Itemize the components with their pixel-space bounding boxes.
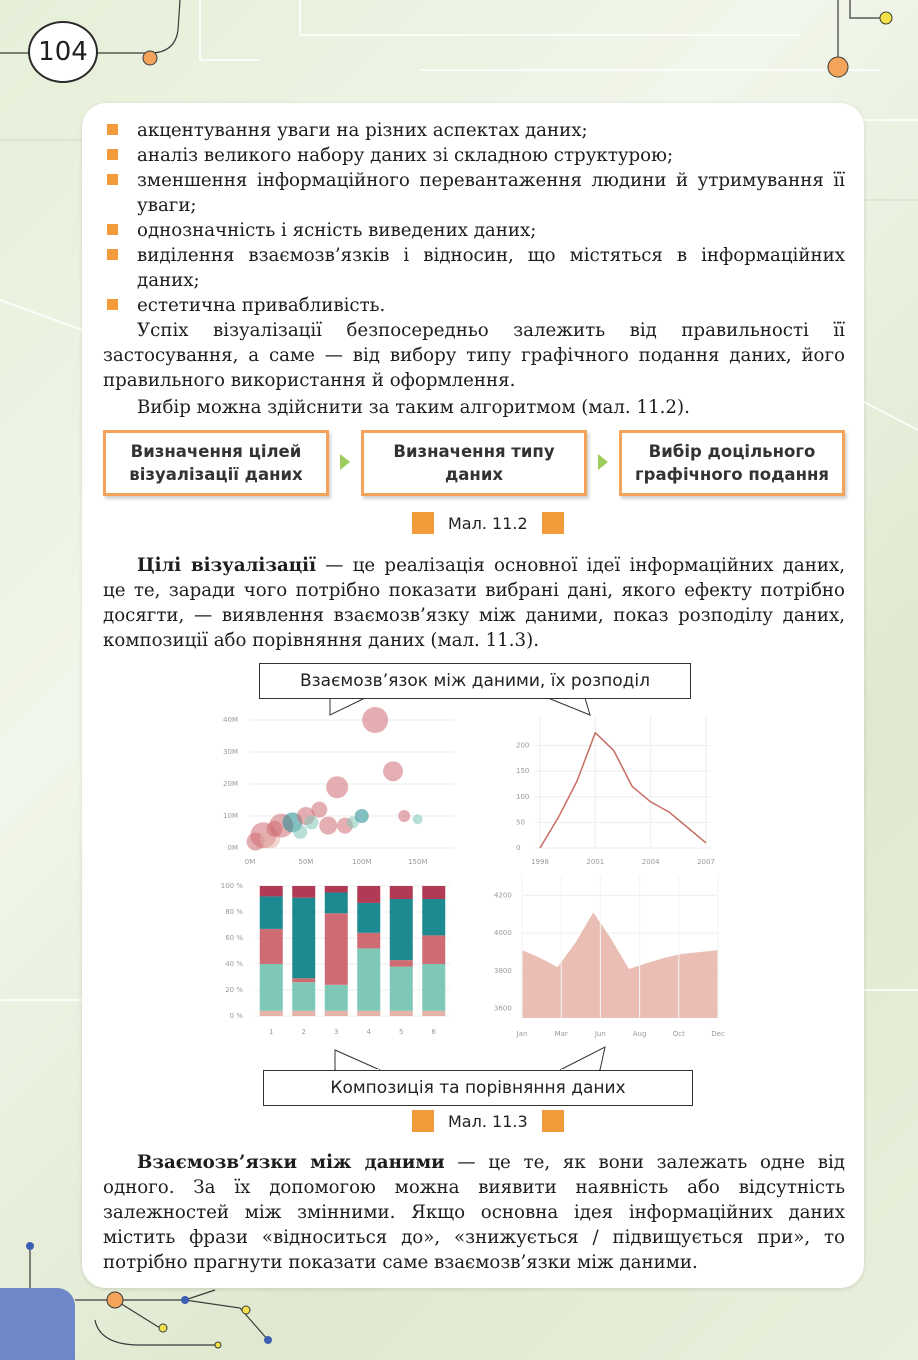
bar-segment xyxy=(390,886,413,899)
paragraph-success: Успіх візуалізації безпосередньо залежить від правильності її застосування, а саме — від вибору типу графічного подання даних, його правильного використання й оформлення. xyxy=(103,320,845,391)
bar-segment xyxy=(325,1011,348,1016)
bubble-point xyxy=(304,815,318,829)
bar-segment xyxy=(357,948,380,1010)
bar-segment xyxy=(260,896,283,929)
bar-segment xyxy=(422,899,445,935)
bar-segment xyxy=(390,960,413,967)
caption-text: Мал. 11.3 xyxy=(448,1111,528,1131)
x-tick-label: 2 xyxy=(301,1028,306,1036)
y-tick-label: 40 % xyxy=(225,960,243,968)
bullet-item: аналіз великого набору даних зі складною структурою; xyxy=(103,143,845,168)
y-tick-label: 80 % xyxy=(225,908,243,916)
bubble-chart xyxy=(223,707,455,866)
bubble-point xyxy=(311,802,327,818)
y-tick-label: 3600 xyxy=(494,1004,512,1013)
x-tick-label: Aug xyxy=(632,1030,647,1038)
x-tick-label: 1 xyxy=(269,1028,274,1036)
bar-segment xyxy=(422,1011,445,1016)
bubble-point xyxy=(355,809,369,823)
x-tick-label: 100M xyxy=(352,858,372,866)
y-tick-label: 20M xyxy=(223,780,238,788)
term-relationships: Взаємозв’язки між даними xyxy=(137,1152,445,1173)
bar-segment xyxy=(260,886,283,896)
x-tick-label: Jun xyxy=(594,1030,606,1038)
bar-segment xyxy=(292,982,315,1011)
x-tick-label: 1998 xyxy=(531,858,549,866)
x-tick-label: Dec xyxy=(711,1030,725,1038)
bubble-point xyxy=(413,814,423,824)
bar-segment xyxy=(357,1011,380,1016)
y-tick-label: 50 xyxy=(516,818,525,827)
bar-segment xyxy=(357,903,380,933)
x-tick-label: 2001 xyxy=(586,858,605,866)
bar-segment xyxy=(357,886,380,903)
figure-caption-11-3 xyxy=(412,1110,564,1132)
bar-segment xyxy=(390,899,413,960)
bar-segment xyxy=(390,967,413,1011)
y-tick-label: 10M xyxy=(223,812,238,820)
bar-segment xyxy=(325,893,348,914)
line-series xyxy=(540,733,706,848)
bar-segment xyxy=(260,929,283,964)
y-tick-label: 60 % xyxy=(225,934,243,942)
x-tick-label: Jan xyxy=(516,1030,528,1038)
bullet-item: акцентування уваги на різних аспектах даних; xyxy=(103,118,845,143)
y-tick-label: 4000 xyxy=(494,929,512,938)
bullet-item: виділення взаємозв’язків і відносин, що містяться в інформаційних даних; xyxy=(103,243,845,293)
x-tick-label: 5 xyxy=(399,1028,404,1036)
y-tick-label: 100 xyxy=(516,792,530,801)
bar-segment xyxy=(357,933,380,949)
caption-text: Мал. 11.2 xyxy=(448,513,528,533)
y-tick-label: 200 xyxy=(516,741,530,750)
y-tick-label: 3800 xyxy=(494,966,512,975)
bullet-item: зменшення інформаційного перевантаження людини й утримування її уваги; xyxy=(103,168,845,218)
bar-segment xyxy=(390,1011,413,1016)
x-tick-label: 3 xyxy=(334,1028,339,1036)
x-tick-label: 4 xyxy=(366,1028,371,1036)
bar-segment xyxy=(422,935,445,964)
bubble-point xyxy=(319,817,337,835)
y-tick-label: 20 % xyxy=(225,986,243,994)
y-tick-label: 0M xyxy=(227,844,238,852)
bullet-item: однозначність і ясність виведених даних; xyxy=(103,218,845,243)
flow-step-type: Визначення типу даних xyxy=(361,430,587,496)
bubble-point xyxy=(398,810,410,822)
y-tick-label: 150 xyxy=(516,767,530,776)
y-tick-label: 0 % xyxy=(229,1012,243,1020)
bullet-item: естетична привабливість. xyxy=(103,293,845,318)
area-series xyxy=(522,912,718,1018)
callout-composition: Композиція та порівняння даних xyxy=(263,1070,693,1106)
paragraph-relationships-text: — це те, як вони залежать одне від одного. За їх допомогою можна виявити наявність або відсутність залежностей між змінними. Якщо основна ідея інформаційних даних містить фрази «відноситься до», «знижується / підвищується при», то потрібно прагнути показати саме взаємозв’язки між даними. xyxy=(103,1152,846,1273)
bar-segment xyxy=(422,964,445,1011)
y-tick-label: 40M xyxy=(223,716,238,724)
bar-segment xyxy=(260,1011,283,1016)
bar-segment xyxy=(325,886,348,893)
flow-step-goals: Визначення цілей візуалізації даних xyxy=(103,430,329,496)
caption-square-icon xyxy=(412,1110,434,1132)
stacked-bar-chart xyxy=(221,882,450,1036)
x-tick-label: Mar xyxy=(554,1030,568,1038)
flow-step-choice: Вибір доцільного графічного подання xyxy=(619,430,845,496)
area-chart xyxy=(494,876,725,1038)
bubble-point xyxy=(383,761,403,781)
term-goals: Цілі візуалізації xyxy=(137,555,316,576)
bar-segment xyxy=(325,913,348,985)
x-tick-label: 50M xyxy=(298,858,314,866)
bar-segment xyxy=(422,886,445,899)
y-tick-label: 4200 xyxy=(494,891,512,900)
x-tick-label: Oct xyxy=(672,1030,685,1038)
bar-segment xyxy=(292,886,315,898)
bubble-point xyxy=(326,776,348,798)
x-tick-label: 150M xyxy=(407,858,428,866)
bar-segment xyxy=(292,1011,315,1016)
bubble-point xyxy=(362,707,388,733)
callout-relationships: Взаємозв’язок між даними, їх розподіл xyxy=(259,663,691,699)
bar-segment xyxy=(292,978,315,982)
x-tick-label: 2004 xyxy=(641,858,660,866)
x-tick-label: 6 xyxy=(431,1028,436,1036)
x-tick-label: 2007 xyxy=(697,858,715,866)
x-tick-label: 0M xyxy=(244,858,256,866)
line-chart xyxy=(516,715,715,866)
bubble-point xyxy=(293,825,307,839)
paragraph-choice: Вибір можна здійснити за таким алгоритмом (мал. 11.2). xyxy=(137,397,690,418)
paragraph-relationships xyxy=(103,1150,845,1275)
paragraph-goals-text: — це реалізація основної ідеї інформаційних даних, це те, заради чого потрібно показати вибрані дані, якого ефекту потрібно досягти, — виявлення взаємозв’язку між даними, показ розподілу даних, композиції або порівняння даних (мал. 11.3). xyxy=(103,555,845,651)
y-tick-label: 0 xyxy=(516,844,521,852)
bar-segment xyxy=(292,898,315,979)
y-tick-label: 100 % xyxy=(220,882,243,890)
page-number: 104 xyxy=(28,21,98,83)
bar-segment xyxy=(260,964,283,1011)
y-tick-label: 30M xyxy=(223,748,238,756)
caption-square-icon xyxy=(542,1110,564,1132)
bar-segment xyxy=(325,985,348,1011)
